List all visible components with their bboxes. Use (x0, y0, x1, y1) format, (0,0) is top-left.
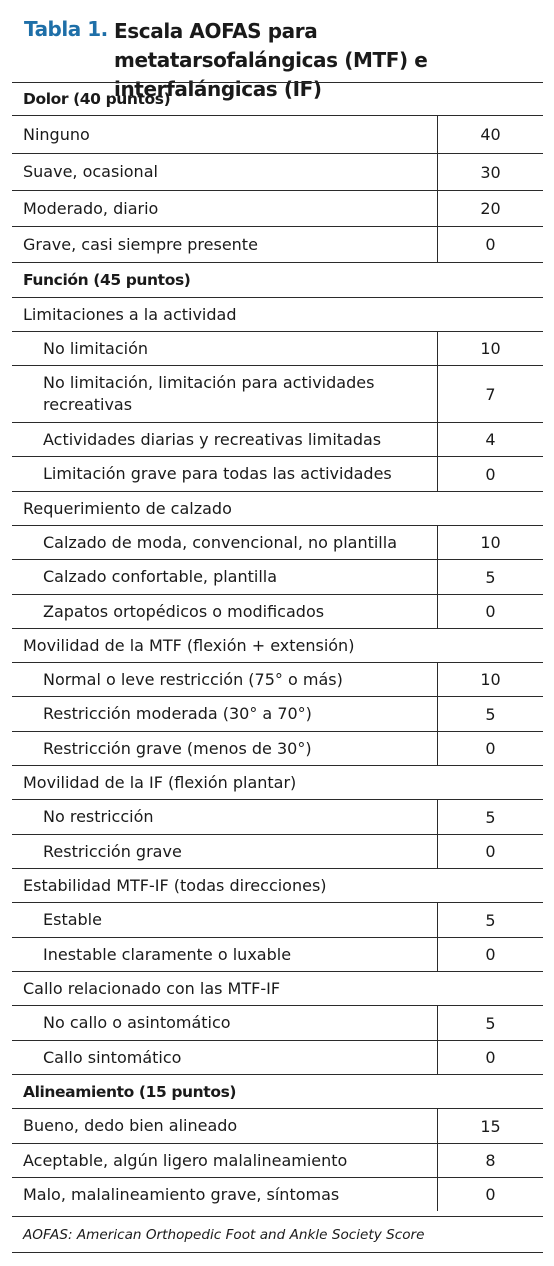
table-row (12, 1040, 543, 1074)
criterion-cell: Limitación grave para todas las actividades (12, 457, 438, 491)
points-cell: 15 (480, 1116, 501, 1136)
criterion-cell: Restricción moderada (30° a 70°) (12, 697, 438, 731)
points-cell: 8 (485, 1151, 496, 1170)
table-row (12, 594, 543, 628)
subsection-row (12, 971, 543, 1005)
points-cell: 5 (485, 704, 496, 724)
table-row (12, 559, 543, 594)
points-cell: 10 (480, 670, 501, 689)
points-cell: 0 (485, 464, 496, 484)
subsection-row (12, 868, 543, 902)
criterion-cell: Grave, casi siempre presente (12, 227, 438, 262)
section-title: Alineamiento (15 puntos) (23, 1082, 237, 1101)
criterion-cell: Malo, malalineamiento grave, síntomas (12, 1178, 438, 1211)
table-row (12, 1143, 543, 1177)
subsection-title: Limitaciones a la actividad (23, 304, 237, 324)
table-row (12, 190, 543, 226)
points-cell: 0 (485, 1048, 496, 1067)
table-row (12, 834, 543, 868)
points-cell: 0 (485, 1185, 496, 1204)
points-cell: 10 (480, 533, 501, 552)
aofas-scale-table (12, 82, 543, 1211)
criterion-cell: Normal o leve restricción (75° o más) (12, 663, 438, 696)
table-row (12, 937, 543, 971)
subsection-title: Movilidad de la MTF (flexión + extensión) (23, 635, 355, 655)
section-title: Dolor (40 puntos) (23, 90, 171, 108)
points-cell: 10 (480, 339, 501, 358)
table-row (12, 525, 543, 559)
criterion-cell: Estable (12, 903, 438, 937)
subsection-title: Movilidad de la IF (flexión plantar) (23, 772, 297, 792)
criterion-cell: Restricción grave (menos de 30°) (12, 732, 438, 765)
criterion-cell: Restricción grave (12, 835, 438, 868)
section-title: Función (45 puntos) (23, 271, 191, 289)
table-row (12, 153, 543, 190)
points-cell: 0 (485, 235, 496, 254)
criterion-cell: Calzado de moda, convencional, no plantilla (12, 526, 438, 559)
table-row (12, 422, 543, 456)
criterion-cell: No callo o asintomático (12, 1006, 438, 1040)
section-header-row (12, 82, 543, 115)
table-row (12, 1177, 543, 1211)
table-row (12, 331, 543, 365)
table-row (12, 799, 543, 834)
points-cell: 20 (480, 199, 501, 218)
footnote-row (12, 1216, 543, 1253)
points-cell: 40 (480, 125, 501, 144)
table-row (12, 1005, 543, 1040)
points-cell: 0 (485, 945, 496, 964)
subsection-title: Callo relacionado con las MTF-IF (23, 978, 281, 998)
criterion-cell: No limitación (12, 332, 438, 365)
points-cell: 0 (485, 842, 496, 861)
table-row (12, 226, 543, 262)
table-row (12, 1108, 543, 1143)
criterion-cell: Callo sintomático (12, 1041, 438, 1074)
table-row (12, 662, 543, 696)
table-row (12, 696, 543, 731)
table-number: Tabla 1. (24, 17, 108, 41)
subsection-row (12, 297, 543, 331)
table-row (12, 731, 543, 765)
table-row (12, 902, 543, 937)
criterion-cell: No limitación, limitación para actividades recreativas (12, 366, 438, 422)
criterion-cell: Aceptable, algún ligero malalineamiento (12, 1144, 438, 1177)
subsection-row (12, 765, 543, 799)
subsection-row (12, 628, 543, 662)
subsection-title: Requerimiento de calzado (23, 498, 232, 518)
criterion-cell: Inestable claramente o luxable (12, 938, 438, 971)
points-cell: 7 (485, 384, 496, 404)
points-cell: 4 (485, 430, 496, 449)
section-header-row (12, 1074, 543, 1108)
table-row (12, 115, 543, 153)
points-cell: 5 (485, 910, 496, 930)
subsection-row (12, 491, 543, 525)
section-header-row (12, 262, 543, 297)
points-cell: 30 (480, 162, 501, 182)
criterion-cell: No restricción (12, 800, 438, 834)
criterion-cell: Actividades diarias y recreativas limitadas (12, 423, 438, 456)
subsection-title: Estabilidad MTF-IF (todas direcciones) (23, 875, 327, 895)
points-cell: 5 (485, 1013, 496, 1033)
criterion-cell: Ninguno (12, 116, 438, 153)
table-row (12, 365, 543, 422)
criterion-cell: Calzado confortable, plantilla (12, 560, 438, 594)
criterion-cell: Zapatos ortopédicos o modificados (12, 595, 438, 628)
table-row (12, 456, 543, 491)
points-cell: 0 (485, 602, 496, 621)
table-caption: Escala AOFAS para metatarsofalángicas (MTF) e interfalángicas (IF) (114, 19, 428, 101)
points-cell: 0 (485, 739, 496, 758)
footnote-text: AOFAS: American Orthopedic Foot and Ankle Society Score (23, 1227, 425, 1243)
criterion-cell: Suave, ocasional (12, 154, 438, 190)
points-cell: 5 (485, 807, 496, 827)
criterion-cell: Moderado, diario (12, 191, 438, 226)
points-cell: 5 (485, 567, 496, 587)
criterion-cell: Bueno, dedo bien alineado (12, 1109, 438, 1143)
